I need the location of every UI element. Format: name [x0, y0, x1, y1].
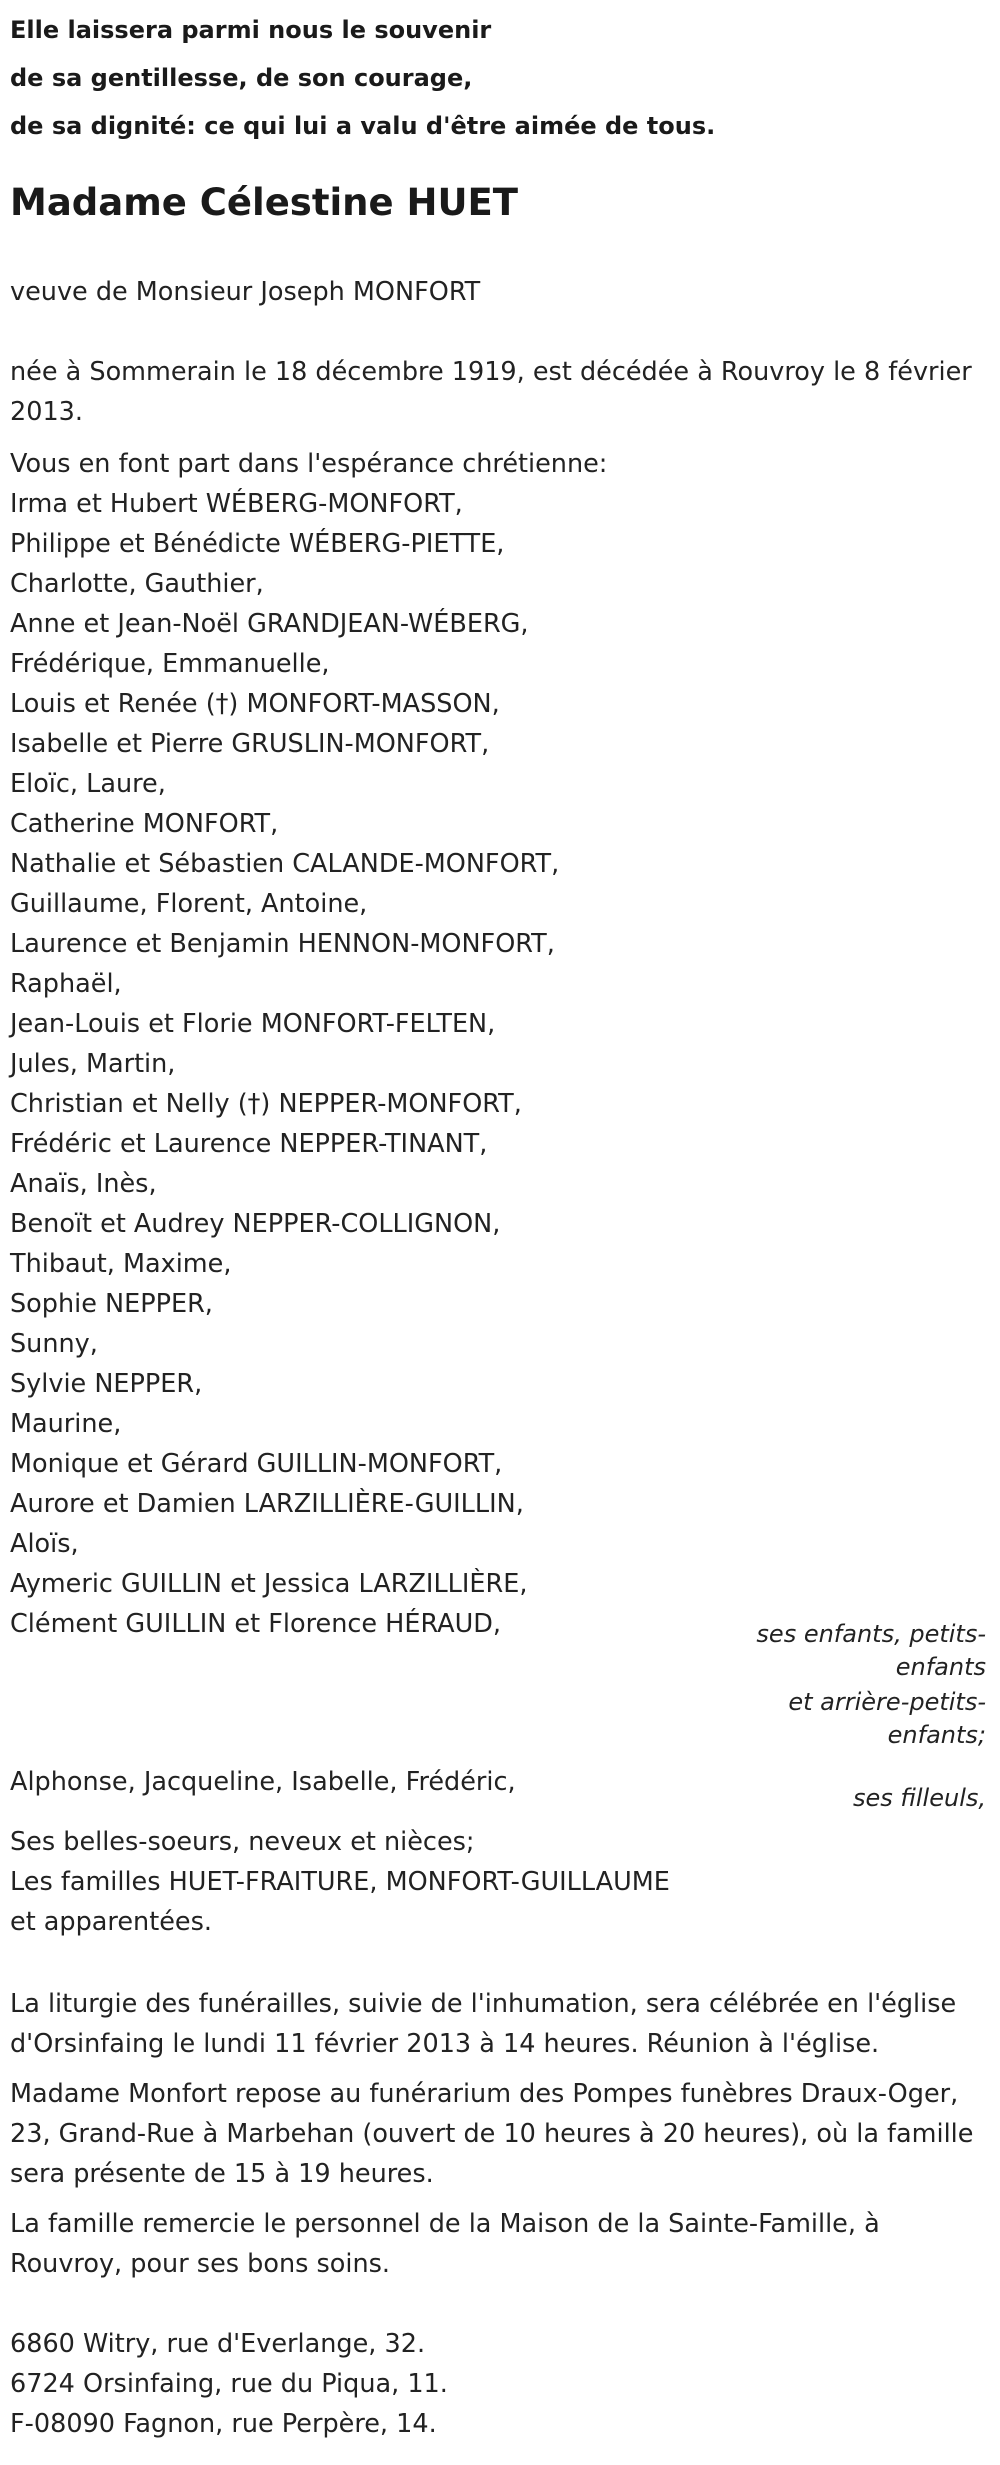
great-grandchildren-role-label: et arrière-petits-enfants; [788, 1688, 986, 1749]
family-line: Jules, Martin, [10, 1049, 176, 1079]
deceased-name: Madame Célestine HUET [10, 181, 519, 224]
family-line: Irma et Hubert WÉBERG-MONFORT, [10, 489, 463, 519]
godchildren-role-label: ses filleuls, [852, 1784, 986, 1812]
family-line: Frédérique, Emmanuelle, [10, 649, 330, 679]
family-line: Louis et Renée (†) MONFORT-MASSON, [10, 689, 500, 719]
godchildren-names: Alphonse, Jacqueline, Isabelle, Frédéric, [10, 1767, 516, 1797]
family-line: Clément GUILLIN et Florence HÉRAUD, [10, 1609, 501, 1639]
relatives-line: Ses belles-soeurs, neveux et nièces; [10, 1827, 475, 1857]
family-list [10, 484, 559, 1644]
family-line: Catherine MONFORT, [10, 809, 279, 839]
relatives-block [10, 1822, 670, 1942]
family-line: Aurore et Damien LARZILLIÈRE-GUILLIN, [10, 1489, 524, 1519]
family-line: Frédéric et Laurence NEPPER-TINANT, [10, 1129, 488, 1159]
family-line: Philippe et Bénédicte WÉBERG-PIETTE, [10, 529, 505, 559]
family-line: Thibaut, Maxime, [10, 1249, 232, 1279]
family-line: Sunny, [10, 1329, 98, 1359]
announcement-line: Vous en font part dans l'espérance chrétienne: [10, 449, 608, 479]
family-line: Guillaume, Florent, Antoine, [10, 889, 368, 919]
relatives-line: Les familles HUET-FRAITURE, MONFORT-GUILLAUME [10, 1867, 670, 1897]
family-line: Laurence et Benjamin HENNON-MONFORT, [10, 929, 555, 959]
family-line: Nathalie et Sébastien CALANDE-MONFORT, [10, 849, 560, 879]
address-line: 6724 Orsinfaing, rue du Piqua, 11. [10, 2369, 448, 2399]
family-line: Isabelle et Pierre GRUSLIN-MONFORT, [10, 729, 490, 759]
family-line: Charlotte, Gauthier, [10, 569, 264, 599]
quote-line: Elle laissera parmi nous le souvenir [10, 16, 492, 44]
family-line: Maurine, [10, 1409, 122, 1439]
addresses-block [10, 2324, 448, 2444]
family-line: Raphaël, [10, 969, 122, 999]
liturgy-paragraph: La liturgie des funérailles, suivie de l'inhumation, sera célébrée en l'église d'Orsinfaing le lundi 11 février 2013 à 14 heures. Réunion à l'église. [10, 1989, 957, 2059]
children-role-label: ses enfants, petits-enfants [756, 1620, 986, 1681]
quote-line: de sa dignité: ce qui lui a valu d'être aimée de tous. [10, 112, 716, 140]
address-line: F-08090 Fagnon, rue Perpère, 14. [10, 2409, 437, 2439]
family-line: Aymeric GUILLIN et Jessica LARZILLIÈRE, [10, 1569, 528, 1599]
epitaph-quote [10, 6, 715, 150]
family-line: Aloïs, [10, 1529, 79, 1559]
family-line: Sophie NEPPER, [10, 1289, 213, 1319]
widow-line: veuve de Monsieur Joseph MONFORT [10, 277, 481, 307]
family-line: Benoït et Audrey NEPPER-COLLIGNON, [10, 1209, 501, 1239]
thanks-paragraph: La famille remercie le personnel de la Maison de la Sainte-Famille, à Rouvroy, pour ses bons soins. [10, 2209, 880, 2279]
family-line: Anaïs, Inès, [10, 1169, 157, 1199]
family-line: Christian et Nelly (†) NEPPER-MONFORT, [10, 1089, 522, 1119]
family-line: Anne et Jean-Noël GRANDJEAN-WÉBERG, [10, 609, 529, 639]
family-line: Jean-Louis et Florie MONFORT-FELTEN, [10, 1009, 496, 1039]
quote-line: de sa gentillesse, de son courage, [10, 64, 473, 92]
birth-death-line: née à Sommerain le 18 décembre 1919, est décédée à Rouvroy le 8 février 2013. [10, 357, 972, 427]
funeral-home-paragraph: Madame Monfort repose au funérarium des Pompes funèbres Draux-Oger, 23, Grand-Rue à Marbehan (ouvert de 10 heures à 20 heures), où la famille sera présente de 15 à 19 heures. [10, 2079, 974, 2189]
relatives-line: et apparentées. [10, 1907, 212, 1937]
family-line: Eloïc, Laure, [10, 769, 166, 799]
address-line: 6860 Witry, rue d'Everlange, 32. [10, 2329, 426, 2359]
family-line: Sylvie NEPPER, [10, 1369, 203, 1399]
family-line: Monique et Gérard GUILLIN-MONFORT, [10, 1449, 503, 1479]
